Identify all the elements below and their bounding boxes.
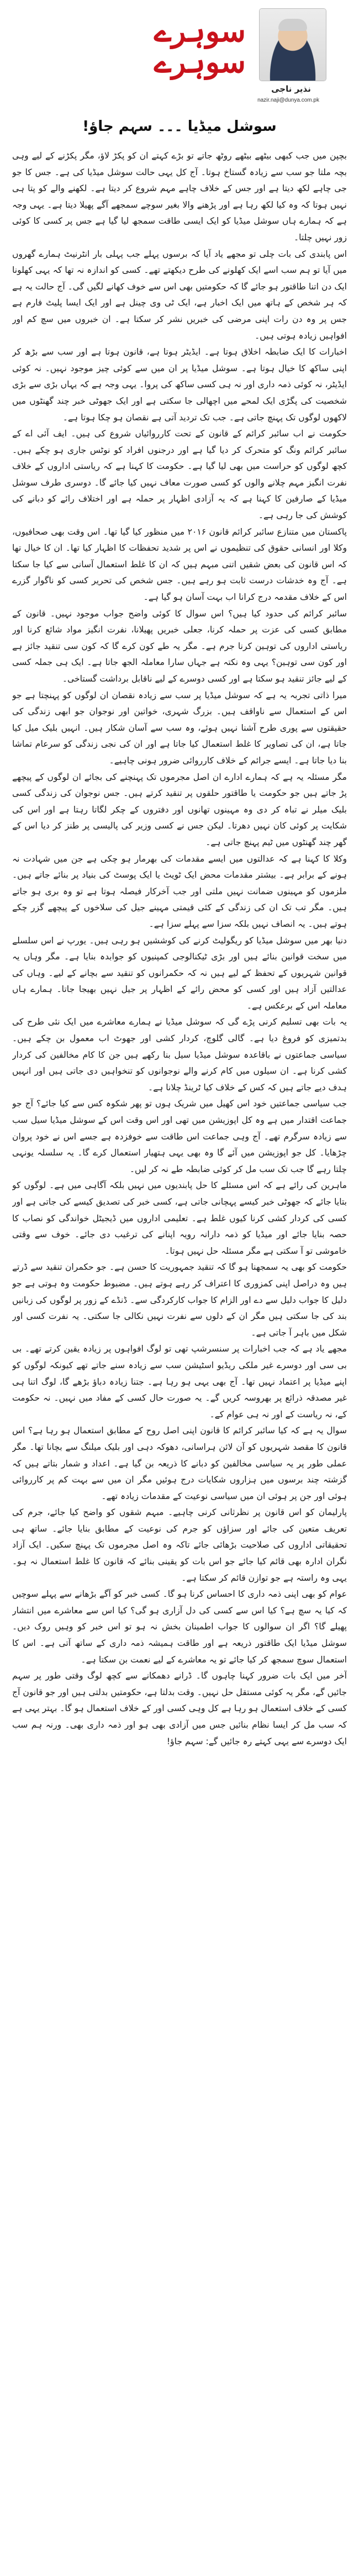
article-paragraph: سائبر کرائم کی حدود کیا ہیں؟ اس سوال کا کوئی واضح جواب موجود نہیں۔ قانون کے مطابق کسی کی عزت پر حملہ کرنا، جعلی خبریں پھیلانا، نفرت انگیز مواد شائع کرنا اور ریاستی اداروں کی توہین کرنا جرم ہے۔ مگر یہ طے کون کرے گا کہ کون سی تنقید جائز ہے اور کون سی توہین؟ یہی وہ نکتہ ہے جہاں سارا معاملہ الجھ جاتا ہے۔ ایک ہی جملہ کسی کے لیے جائز تنقید ہو سکتا ہے اور کسی دوسرے کے لیے ناقابل برداشت گستاخی۔	[12, 608, 347, 684]
article-paragraph: اخبارات کا ایک ضابطہ اخلاق ہوتا ہے۔ ایڈیٹر ہوتا ہے، قانون ہوتا ہے اور سب سے بڑھ کر اپنی ساکھ کا خیال ہوتا ہے۔ سوشل میڈیا پر ان میں سے کوئی چیز موجود نہیں۔ نہ کوئی ایڈیٹر، نہ کوئی ذمہ داری اور نہ ہی کسی ساکھ کی پروا۔ یہی وجہ ہے کہ یہاں بڑی سے بڑی شخصیت کی پگڑی ایک لمحے میں اچھالی جا سکتی ہے اور ایک جھوٹی خبر چند گھنٹوں میں لاکھوں لوگوں تک پہنچ جاتی ہے۔ جب تک تردید آتی ہے نقصان ہو چکا ہوتا ہے۔	[12, 347, 347, 423]
article-paragraph: دنیا بھر میں سوشل میڈیا کو ریگولیٹ کرنے کی کوششیں ہو رہی ہیں۔ یورپ نے اس سلسلے میں سخت قوانین بنائے ہیں اور بڑی ٹیکنالوجی کمپنیوں کو جوابدہ بنایا ہے۔ مگر وہاں یہ قوانین شہریوں کے تحفظ کے لیے ہیں نہ کہ حکمرانوں کو تنقید سے بچانے کے لیے۔ وہاں کی عدالتیں آزاد ہیں اور کسی کو محض رائے کے اظہار پر جیل نہیں بھیجا جاتا۔ ہمارے ہاں معاملہ اس کے برعکس ہے۔	[12, 935, 347, 1011]
article-paragraph: مگر مسئلہ یہ ہے کہ ہمارے ادارے ان اصل مجرموں تک پہنچنے کی بجائے ان لوگوں کے پیچھے پڑ جاتے ہیں جو حکومت یا طاقتور حلقوں پر تنقید کرتے ہیں۔ جس نوجوان کی زندگی کسی بلیک میلر نے تباہ کر دی وہ مہینوں تھانوں اور دفتروں کے چکر لگاتا رہتا ہے اور اس کی شکایت پر کوئی کان نہیں دھرتا۔ لیکن جس نے کسی وزیر کی پالیسی پر طنز کر دیا اس کے گھر چند گھنٹوں میں ٹیم پہنچ جاتی ہے۔	[12, 772, 347, 847]
article-paragraph: وکلا کا کہنا ہے کہ عدالتوں میں ایسے مقدمات کی بھرمار ہو چکی ہے جن میں شہادت نہ ہونے کے برابر ہے۔ بیشتر مقدمات محض ایک ٹویٹ یا ایک پوسٹ کی بنیاد پر بنائے جاتے ہیں۔ ملزموں کو مہینوں ضمانت نہیں ملتی اور جب آخرکار فیصلہ ہوتا ہے تو وہ بری ہو جاتے ہیں۔ مگر تب تک ان کی زندگی کے کئی قیمتی مہینے جیل کی سلاخوں کے پیچھے گزر چکے ہوتے ہیں۔ یہ انصاف نہیں بلکہ سزا سے پہلے سزا ہے۔	[12, 853, 347, 929]
article-paragraph: پاکستان میں متنازع سائبر کرائم قانون ۲۰۱۶ میں منظور کیا گیا تھا۔ اس وقت بھی صحافیوں، وکلا اور انسانی حقوق کی تنظیموں نے اس پر شدید تحفظات کا اظہار کیا تھا۔ ان کا خیال تھا کہ اس قانون کی بعض شقیں اتنی مبہم ہیں کہ ان کا غلط استعمال آسانی سے کیا جا سکتا ہے۔ آج وہ خدشات درست ثابت ہو رہے ہیں۔ جس شخص کی تحریر کسی کو ناگوار گزرے اس کے خلاف مقدمہ درج کرانا اب بہت آسان ہو گیا ہے۔	[12, 526, 347, 603]
article-paragraph: بچپن میں جب کبھی بیٹھے بیٹھے روٹھ جاتے تو بڑے کہتے ان کو پکڑ لاؤ، مگر پکڑنے کے لیے وہی بچہ ملتا جو سب سے زیادہ گستاخ ہوتا۔ آج کل یہی حالت سوشل میڈیا کی ہے۔ جس کا جو جی چاہے لکھ دیتا ہے اور جس کے خلاف چاہے مہم شروع کر دیتا ہے۔ لکھنے والے کو پتا ہی نہیں ہوتا کہ وہ کیا لکھ رہا ہے اور پڑھنے والا بغیر سوچے سمجھے آگے پھیلا دیتا ہے۔ یہی وجہ ہے کہ ہمارے ہاں سوشل میڈیا کو ایک ایسی طاقت سمجھ لیا گیا ہے جس پر کسی کا کوئی زور نہیں چلتا۔	[12, 151, 347, 242]
article-paragraph: جب سیاسی جماعتیں خود اس کھیل میں شریک ہوں تو پھر شکوہ کس سے کیا جائے؟ آج جو جماعت اقتدار میں ہے وہ کل اپوزیشن میں تھی اور اس وقت اس کے سوشل میڈیا سیل سب سے زیادہ سرگرم تھے۔ آج وہی جماعت اس طاقت سے خوفزدہ ہے جسے اس نے خود پروان چڑھایا۔ کل جو اپوزیشن میں آئے گا وہ بھی یہی ہتھیار استعمال کرے گا۔ یہ سلسلہ یونہی چلتا رہے گا جب تک سب مل کر کوئی ضابطہ طے نہ کر لیں۔	[12, 1099, 347, 1174]
article-paragraph: عوام کو بھی اپنی ذمہ داری کا احساس کرنا ہو گا۔ کسی خبر کو آگے بڑھانے سے پہلے سوچیں کہ کیا یہ سچ ہے؟ کیا اس سے کسی کی دل آزاری ہو گی؟ کیا اس سے معاشرے میں انتشار پھیلے گا؟ اگر ان سوالوں کا جواب اطمینان بخش نہ ہو تو اس خبر کو وہیں روک دیں۔ سوشل میڈیا ایک طاقتور ذریعہ ہے اور طاقت ہمیشہ ذمہ داری کے ساتھ آتی ہے۔ اس کا استعمال سوچ سمجھ کر کیا جائے تو یہ معاشرے کے لیے نعمت بن سکتا ہے۔	[12, 1589, 347, 1665]
article-paragraph: آخر میں ایک بات ضرور کہنا چاہوں گا۔ ڈرانے دھمکانے سے کچھ لوگ وقتی طور پر سہم جائیں گے، مگر یہ کوئی مستقل حل نہیں۔ وقت بدلتا ہے، حکومتیں بدلتی ہیں اور جو قانون آج کسی کے خلاف استعمال ہو رہا ہے کل وہی کسی اور کے خلاف استعمال ہو گا۔ بہتر یہی ہے کہ سب مل کر ایسا نظام بنائیں جس میں آزادی بھی ہو اور ذمہ داری بھی۔ ورنہ ہم سب ایک دوسرے سے یہی کہتے رہ جائیں گے: سہم جاؤ!	[12, 1671, 347, 1746]
article-paragraph: حکومت نے اب سائبر کرائم کے قانون کے تحت کارروائیاں شروع کی ہیں۔ ایف آئی اے کے سائبر کرائم ونگ کو متحرک کر دیا گیا ہے اور درجنوں افراد کو نوٹس جاری ہو چکے ہیں۔ کچھ لوگوں کو حراست میں بھی لیا گیا ہے۔ حکومت کا کہنا ہے کہ ریاستی اداروں کے خلاف نفرت انگیز مہم چلانے والوں کو کسی صورت معاف نہیں کیا جائے گا۔ دوسری طرف سوشل میڈیا کے صارفین کا کہنا ہے کہ یہ آزادی اظہار پر حملہ ہے اور اختلاف رائے کو دبانے کی کوشش کی جا رہی ہے۔	[12, 429, 347, 521]
article-paragraph: میرا ذاتی تجربہ یہ ہے کہ سوشل میڈیا پر سب سے زیادہ نقصان ان لوگوں کو پہنچتا ہے جو اس کے استعمال سے ناواقف ہیں۔ بزرگ شہری، خواتین اور نوجوان جو ابھی زندگی کی حقیقتوں سے پوری طرح آشنا نہیں ہوئے، وہ سب سے آسان شکار ہیں۔ انہیں بلیک میل کیا جاتا ہے، ان کی تصاویر کا غلط استعمال کیا جاتا ہے اور ان کی نجی زندگی کو سرعام تماشا بنا دیا جاتا ہے۔ ایسے جرائم کے خلاف کارروائی ضرور ہونی چاہیے۔	[12, 690, 347, 766]
article-paragraph: اس پابندی کی بات چلی تو مجھے یاد آیا کہ برسوں پہلے جب پہلی بار انٹرنیٹ ہمارے گھروں میں آیا تو ہم سب اسے ایک کھلونے کی طرح دیکھتے تھے۔ کسی کو اندازہ نہ تھا کہ یہی کھلونا ایک دن اتنا طاقتور ہو جائے گا کہ حکومتیں بھی اس سے خوف کھانے لگیں گی۔ آج حالت یہ ہے کہ ہر شخص کے ہاتھ میں ایک اخبار ہے، ایک ٹی وی چینل ہے اور ایک ایسا پلیٹ فارم ہے جس پر وہ دن رات اپنی مرضی کی خبریں نشر کر سکتا ہے۔ ان خبروں میں سچ کم اور افواہیں زیادہ ہوتی ہیں۔	[12, 249, 347, 341]
column-title: سوہرے سوہرے	[154, 13, 246, 80]
article-body	[12, 148, 347, 2562]
article-paragraph: سوال یہ ہے کہ کیا سائبر کرائم کا قانون اپنی اصل روح کے مطابق استعمال ہو رہا ہے؟ اس قانون کا مقصد شہریوں کو آن لائن ہراسانی، دھوکہ دہی اور بلیک میلنگ سے بچانا تھا۔ مگر عملی طور پر یہ سیاسی مخالفین کو دبانے کا ذریعہ بن گیا ہے۔ اعداد و شمار بتاتے ہیں کہ گزشتہ چند برسوں میں ہزاروں شکایات درج ہوئیں مگر ان میں سے بہت کم پر کارروائی ہوئی اور جن پر ہوئی ان میں سیاسی نوعیت کے مقدمات زیادہ تھے۔	[12, 1426, 347, 1501]
author-email: nazir.naji@dunya.com.pk	[257, 97, 319, 103]
article-paragraph: پارلیمان کو اس قانون پر نظرثانی کرنی چاہیے۔ مبہم شقوں کو واضح کیا جائے، جرم کی تعریف متعین کی جائے اور سزاؤں کو جرم کی نوعیت کے مطابق بنایا جائے۔ ساتھ ہی تحقیقاتی اداروں کی صلاحیت بڑھائی جائے تاکہ وہ اصل مجرموں تک پہنچ سکیں۔ ایک آزاد نگران ادارہ بھی قائم کیا جائے جو اس بات کو یقینی بنائے کہ قانون کا غلط استعمال نہ ہو۔ یہی وہ راستہ ہے جو توازن قائم کر سکتا ہے۔	[12, 1507, 347, 1583]
article-paragraph: مجھے یاد ہے کہ جب اخبارات پر سنسرشپ تھی تو لوگ افواہوں پر زیادہ یقین کرتے تھے۔ بی بی سی اور دوسرے غیر ملکی ریڈیو اسٹیشن سب سے زیادہ سنے جاتے تھے کیونکہ لوگوں کو اپنے میڈیا پر اعتماد نہیں تھا۔ آج بھی یہی ہو رہا ہے۔ جتنا زیادہ دباؤ بڑھے گا، لوگ اتنا ہی غیر مصدقہ ذرائع پر بھروسہ کریں گے۔ یہ صورت حال کسی کے مفاد میں نہیں۔ نہ حکومت کے، نہ ریاست کے اور نہ ہی عوام کے۔	[12, 1344, 347, 1419]
column-brand	[146, 13, 246, 80]
article-paragraph: ماہرین کی رائے ہے کہ اس مسئلے کا حل پابندیوں میں نہیں بلکہ آگاہی میں ہے۔ لوگوں کو بتایا جائے کہ جھوٹی خبر کیسے پہچانی جاتی ہے، کسی خبر کی تصدیق کیسے کی جاتی ہے اور کسی کی کردار کشی کرنا کیوں غلط ہے۔ تعلیمی اداروں میں ڈیجیٹل خواندگی کو نصاب کا حصہ بنایا جائے اور میڈیا کو ذمہ دارانہ رویہ اپنانے کی ترغیب دی جائے۔ خوف سے وقتی خاموشی تو آ سکتی ہے مگر مسئلہ حل نہیں ہوتا۔	[12, 1180, 347, 1256]
author-photo-hair	[278, 19, 307, 31]
column-masthead	[0, 0, 359, 138]
author-name: نذیر ناجی	[271, 84, 311, 94]
article-paragraph: یہ بات بھی تسلیم کرنی پڑے گی کہ سوشل میڈیا نے ہمارے معاشرے میں ایک نئی طرح کی بدتمیزی کو فروغ دیا ہے۔ گالی گلوچ، کردار کشی اور جھوٹ اب معمول بن چکے ہیں۔ سیاسی جماعتوں نے باقاعدہ سوشل میڈیا سیل بنا رکھے ہیں جن کا کام مخالفین کی کردار کشی کرنا ہے۔ ان سیلوں میں کام کرنے والے نوجوانوں کو تنخواہیں دی جاتی ہیں اور انہیں ہدف دیے جاتے ہیں کہ کس کے خلاف کیا ٹرینڈ چلانا ہے۔	[12, 1017, 347, 1092]
author-photo	[260, 9, 326, 81]
article-headline: سوشل میڈیا ۔۔۔ سہم جاؤ!	[82, 118, 277, 135]
article-paragraph: حکومت کو بھی یہ سمجھنا ہو گا کہ تنقید جمہوریت کا حسن ہے۔ جو حکمران تنقید سے ڈرتے ہیں وہ دراصل اپنی کمزوری کا اعتراف کر رہے ہوتے ہیں۔ مضبوط حکومت وہ ہوتی ہے جو دلیل کا جواب دلیل سے دے اور الزام کا جواب کارکردگی سے۔ ڈنڈے کے زور پر لوگوں کی زبانیں بند کی جا سکتی ہیں مگر ان کے دلوں سے نفرت نہیں نکالی جا سکتی۔ یہ نفرت کسی اور شکل میں باہر آ جاتی ہے۔	[12, 1262, 347, 1338]
